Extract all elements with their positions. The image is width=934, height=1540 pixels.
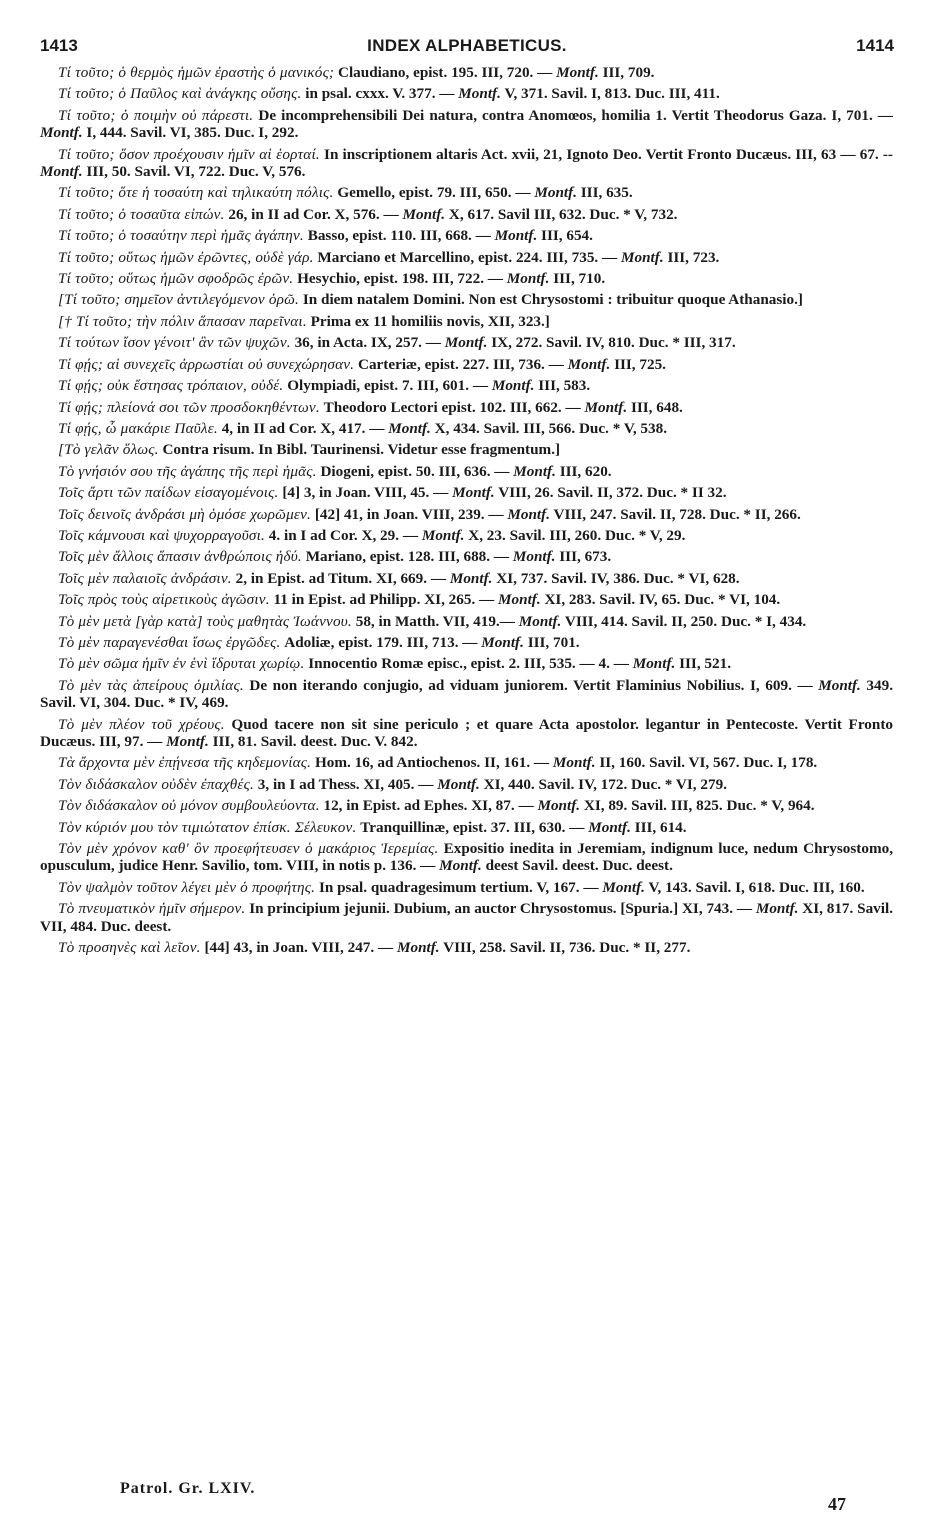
entry-edition-refs: XI, 283. Savil. IV, 65. Duc. * VI, 104. (540, 591, 781, 609)
entry-edition-refs: VIII, 247. Savil. II, 728. Duc. * II, 266. (550, 505, 801, 523)
entry-incipit: Τί φῄς; οὐκ ἔστησας τρόπαιον, οὐδέ. (58, 377, 284, 395)
entry-edition-refs: III, 614. (630, 818, 687, 836)
entry-incipit: Τὸν μὲν χρόνον καθ' ὃν προεφήτευσεν ὁ μακάριος Ἱερεμίας. (58, 840, 439, 858)
entry-reference: Innocentio Romæ episc., epist. 2. III, 535. — 4. — (304, 655, 633, 673)
index-entry (40, 506, 893, 523)
entry-edition-label: Montf. (632, 655, 676, 673)
entry-incipit: Τὸν διδάσκαλον οὐδὲν ἐπαχθές. (58, 775, 254, 793)
running-header (40, 36, 894, 60)
index-entry (40, 655, 893, 672)
entry-incipit: [Τὸ γελᾶν ὅλως. (58, 441, 159, 459)
index-entry (40, 776, 893, 793)
entry-edition-label: Montf. (494, 227, 538, 245)
entry-reference: [42] 41, in Joan. VIII, 239. — (311, 505, 508, 523)
entry-edition-label: Montf. (552, 754, 596, 772)
entry-edition-refs: V, 143. Savil. I, 618. Duc. III, 160. (644, 878, 865, 896)
index-entry (40, 484, 893, 501)
entry-edition-refs: III, 81. Savil. deest. Duc. V. 842. (208, 733, 418, 750)
entry-reference: 2, in Epist. ad Titum. XI, 669. — (231, 569, 450, 587)
index-entry (40, 146, 893, 181)
entry-incipit: Τί τοῦτο; ὁ τοσαύτην περὶ ἡμᾶς ἀγάπην. (58, 227, 304, 245)
entry-edition-refs: IX, 272. Savil. IV, 810. Duc. * III, 317. (487, 334, 736, 352)
entry-reference: Basso, epist. 110. III, 668. — (303, 227, 495, 245)
entry-reference: Gemello, epist. 79. III, 650. — (333, 184, 535, 202)
entry-edition-refs: III, 725. (610, 355, 666, 373)
entry-edition-label: Montf. (621, 248, 664, 266)
index-entry (40, 527, 893, 544)
entry-incipit: Τί τούτων ἴσον γένοιτ' ἂν τῶν ψυχῶν. (58, 334, 291, 352)
entry-reference: 4, in II ad Cor. X, 417. — (217, 419, 389, 437)
volume-signature: Patrol. Gr. LXIV. (120, 1480, 256, 1497)
entry-edition-refs: III, 701. (523, 633, 580, 651)
entry-edition-refs: III, 521. (675, 655, 732, 673)
entry-edition-refs: X, 617. Savil III, 632. Duc. * V, 732. (445, 205, 678, 223)
entry-reference: 58, in Matth. VII, 419.— (351, 612, 519, 630)
entry-edition-label: Montf. (513, 462, 556, 480)
entry-edition-refs: VIII, 26. Savil. II, 372. Duc. * II 32. (494, 484, 727, 502)
entry-edition-label: Montf. (512, 548, 556, 566)
entry-reference: 3, in I ad Thess. XI, 405. — (253, 775, 438, 793)
entry-edition-refs: VIII, 258. Savil. II, 736. Duc. * II, 277. (439, 939, 691, 957)
index-entry (40, 840, 893, 875)
entry-reference: 36, in Acta. IX, 257. — (290, 334, 445, 352)
entry-edition-label: Montf. (40, 124, 83, 142)
entry-incipit: [Τί τοῦτο; σημεῖον ἀντιλεγόμενον ὁρῶ. (58, 291, 300, 309)
entry-edition-label: Montf. (444, 334, 488, 352)
entry-incipit: Τί φῄς; αἱ συνεχεῖς ἀρρωστίαι οὐ συνεχώρησαν. (58, 355, 355, 373)
entry-incipit: Τί τοῦτο; ὅτε ἡ τοσαύτη καὶ τηλικαύτη πόλις. (58, 184, 334, 202)
entry-edition-label: Montf. (421, 526, 465, 544)
index-entry (40, 313, 893, 330)
entry-edition-refs: III, 620. (555, 462, 612, 480)
entry-edition-label: Montf. (402, 205, 446, 223)
entry-incipit: Τοῖς μὲν παλαιοῖς ἀνδράσιν. (58, 569, 232, 587)
entry-edition-label: Montf. (439, 857, 482, 875)
entry-reference: De non iterando conjugio, ad viduam juniorem. Vertit Flaminius Nobilius. I, 609. — (243, 676, 819, 694)
index-entry (40, 797, 893, 814)
entry-edition-refs: III, 648. (627, 398, 683, 416)
entry-reference: Mariano, epist. 128. III, 688. — (301, 548, 513, 566)
index-entry (40, 334, 893, 351)
entry-incipit: Τὸν διδάσκαλον οὐ μόνον συμβουλεύοντα. (58, 797, 320, 815)
entry-incipit: Τὸ μὲν τὰς ἀπείρους ὁμιλίας. (58, 676, 244, 694)
entry-incipit: Τί τοῦτο; ὁ Παῦλος καὶ ἀνάγκης οὔσης. (58, 85, 302, 103)
entry-edition-refs: I, 444. Savil. VI, 385. Duc. I, 292. (82, 124, 299, 142)
index-entry (40, 227, 893, 244)
entry-reference: In psal. quadragesimum tertium. V, 167. — (315, 878, 603, 896)
entry-edition-refs: III, 710. (549, 270, 606, 288)
entry-incipit: Τοῖς ἄρτι τῶν παίδων εἰσαγομένοις. (58, 484, 279, 502)
entry-incipit: Τὸ μὲν σῶμα ἡμῖν ἐν ἑνὶ ἵδρυται χωρίῳ. (58, 655, 305, 673)
entry-incipit: Τὸ μὲν μετὰ [γὰρ κατὰ] τοὺς μαθητὰς Ἰωάννου. (58, 612, 352, 630)
entry-edition-label: Montf. (537, 797, 581, 815)
entry-edition-label: Montf. (166, 733, 209, 750)
entry-reference: Prima ex 11 homiliis novis, XII, 323.] (306, 312, 550, 330)
entry-incipit: [† Τί τοῦτο; τὴν πόλιν ἅπασαν παρεῖναι. (58, 312, 307, 330)
entry-edition-refs: deest Savil. deest. Duc. deest. (481, 857, 673, 875)
entry-edition-label: Montf. (388, 419, 431, 437)
entry-reference: 11 in Epist. ad Philipp. XI, 265. — (269, 591, 499, 609)
entry-edition-refs: V, 371. Savil. I, 813. Duc. III, 411. (500, 85, 720, 103)
entry-incipit: Τὸν κύριόν μου τὸν τιμιώτατον ἐπίσκ. Σέλευκον. (58, 818, 357, 836)
index-entry (40, 107, 893, 142)
entry-edition-label: Montf. (437, 775, 480, 793)
entry-reference: Expositio inedita in Jeremiam, indignum luce, nedum Chrysostomo, opusculum, judice Henr. Savilio, tom. VIII, in notis p. 136. — (40, 840, 893, 875)
entry-incipit: Τί τοῦτο; οὕτως ἡμῶν ἐρῶντες, οὐδὲ γάρ. (58, 248, 314, 266)
entry-incipit: Τί τοῦτο; ὁ τοσαῦτα εἰπών. (58, 205, 225, 223)
entry-edition-label: Montf. (755, 900, 799, 918)
entry-edition-refs: III, 673. (555, 548, 612, 566)
entry-edition-label: Montf. (40, 163, 83, 181)
entry-edition-refs: 349. Savil. VI, 304. Duc. * IV, 469. (40, 676, 893, 712)
index-entry (40, 441, 893, 458)
entry-reference: Theodoro Lectori epist. 102. III, 662. — (319, 398, 585, 416)
entry-incipit: Τὸ μὲν παραγενέσθαι ἴσως ἐργῶδες. (58, 633, 281, 651)
entry-incipit: Τί φῄς; πλείονά σοι τῶν προσδοκηθέντων. (58, 398, 320, 416)
index-entry (40, 900, 893, 935)
entry-edition-refs: XI, 737. Savil. IV, 386. Duc. * VI, 628. (492, 569, 740, 587)
entry-edition-label: Montf. (452, 484, 495, 502)
entry-edition-label: Montf. (507, 505, 551, 523)
entry-reference: Hesychio, epist. 198. III, 722. — (293, 270, 507, 288)
entry-incipit: Τί τοῦτο; οὕτως ἡμῶν σφοδρῶς ἐρῶν. (58, 270, 294, 288)
entry-incipit: Τὸ μὲν πλέον τοῦ χρέους. (58, 715, 225, 733)
entry-reference: 12, in Epist. ad Ephes. XI, 87. — (319, 797, 538, 815)
index-entry (40, 64, 893, 81)
index-entry (40, 677, 893, 712)
entry-incipit: Τοῖς κάμνουσι καὶ ψυχορραγοῦσι. (58, 526, 265, 544)
index-entry (40, 463, 893, 480)
entry-incipit: Τοῖς δεινοῖς ἀνδράσι μὴ ὁμόσε χωρῶμεν. (58, 505, 312, 523)
entry-incipit: Τὰ ἄρχοντα μὲν ἐπῄνεσα τῆς κηδεμονίας. (58, 754, 312, 772)
index-entry (40, 85, 893, 102)
left-page-number: 1413 (40, 36, 78, 55)
index-entry (40, 399, 893, 416)
entry-reference: In principium jejunii. Dubium, an auctor Chrysostomus. [Spuria.] XI, 743. — (245, 900, 756, 918)
entry-edition-refs: II, 160. Savil. VI, 567. Duc. I, 178. (595, 754, 818, 772)
entry-reference: Carteriæ, epist. 227. III, 736. — (354, 355, 568, 373)
entry-reference: Quod tacere non sit sine periculo ; et quare Acta apostolor. legantur in Pentecoste. Vertit Fronto Ducæus. III, 97. — (40, 715, 893, 750)
entry-reference: Tranquillinæ, epist. 37. III, 630. — (356, 818, 589, 836)
index-entry (40, 613, 893, 630)
entry-reference: Diogeni, epist. 50. III, 636. — (316, 462, 514, 480)
entry-reference: De incomprehensibili Dei natura, contra Anomœos, homilia 1. Vertit Theodorus Gaza. I, 701. — (253, 106, 893, 124)
index-entry (40, 356, 893, 373)
entry-edition-label: Montf. (534, 184, 577, 202)
entry-reference: Olympiadi, epist. 7. III, 601. — (283, 377, 492, 395)
index-entry (40, 249, 893, 266)
entry-edition-label: Montf. (481, 633, 524, 651)
index-entry (40, 939, 893, 956)
entry-edition-refs: III, 709. (598, 64, 655, 81)
entry-edition-label: Montf. (584, 398, 628, 416)
entry-reference: Adoliæ, epist. 179. III, 713. — (280, 633, 482, 651)
entry-edition-label: Montf. (458, 85, 501, 103)
entry-incipit: Τὸ γνήσιόν σου τῆς ἀγάπης τῆς περὶ ἡμᾶς. (58, 462, 317, 480)
entry-incipit: Τὸν ψαλμὸν τοῦτον λέγει μὲν ὁ προφήτης. (58, 878, 316, 896)
index-entry (40, 184, 893, 201)
index-entry (40, 591, 893, 608)
entry-reference: [44] 43, in Joan. VIII, 247. — (200, 939, 397, 957)
entry-edition-label: Montf. (818, 676, 861, 694)
index-entry (40, 270, 893, 287)
entry-edition-refs: III, 654. (537, 227, 593, 245)
entry-edition-refs: III, 723. (663, 248, 720, 266)
entry-reference: In diem natalem Domini. Non est Chrysostomi : tribuitur quoque Athanasio.] (299, 291, 803, 309)
index-entry (40, 879, 893, 896)
entry-edition-refs: XI, 817. Savil. VII, 484. Duc. deest. (40, 900, 894, 935)
entry-edition-label: Montf. (506, 270, 550, 288)
entry-edition-label: Montf. (491, 377, 535, 395)
entry-edition-refs: III, 50. Savil. VI, 722. Duc. V, 576. (82, 163, 306, 181)
index-entry (40, 291, 893, 308)
entry-incipit: Τοῖς πρὸς τοὺς αἱρετικοὺς ἀγῶσιν. (58, 591, 270, 609)
entry-reference: [4] 3, in Joan. VIII, 45. — (278, 484, 453, 502)
entry-edition-refs: X, 23. Savil. III, 260. Duc. * V, 29. (464, 526, 686, 544)
entry-incipit: Τί τοῦτο; ὁ θερμὸς ἡμῶν ἐραστὴς ὁ μανικός; (58, 64, 335, 81)
entry-reference: Contra risum. In Bibl. Taurinensi. Videtur esse fragmentum.] (158, 441, 561, 459)
entry-edition-label: Montf. (518, 612, 562, 630)
index-entry (40, 570, 893, 587)
entry-edition-refs: VIII, 414. Savil. II, 250. Duc. * I, 434. (561, 612, 807, 630)
entry-reference: 4. in I ad Cor. X, 29. — (264, 526, 422, 544)
entry-edition-refs: XI, 440. Savil. IV, 172. Duc. * VI, 279. (479, 775, 727, 793)
index-entry (40, 819, 893, 836)
entry-incipit: Τί τοῦτο; ὁ ποιμὴν οὐ πάρεστι. (58, 106, 254, 124)
entry-edition-label: Montf. (396, 939, 440, 957)
page-title: INDEX ALPHABETICUS. (367, 36, 567, 55)
entry-incipit: Τί φῄς, ὦ μακάριε Παῦλε. (58, 419, 218, 437)
entry-reference: in psal. cxxx. V. 377. — (301, 85, 459, 103)
index-entry (40, 716, 893, 751)
entry-reference: 26, in II ad Cor. X, 576. — (224, 205, 403, 223)
entry-edition-label: Montf. (567, 355, 611, 373)
entry-reference: In inscriptionem altaris Act. xvii, 21, Ignoto Deo. Vertit Fronto Ducæus. III, 63 — 67. -- (319, 145, 893, 163)
index-entry (40, 634, 893, 651)
entry-reference: Marciano et Marcellino, epist. 224. III, 735. — (313, 248, 622, 266)
entry-reference: Hom. 16, ad Antiochenos. II, 161. — (311, 754, 553, 772)
entry-incipit: Τὸ προσηνὲς καὶ λεῖον. (58, 939, 201, 957)
page-footer (120, 1480, 874, 1524)
entry-edition-refs: III, 635. (576, 184, 633, 202)
entry-edition-label: Montf. (449, 569, 493, 587)
right-page-number: 1414 (856, 36, 894, 55)
index-entry (40, 420, 893, 437)
entry-edition-refs: III, 583. (534, 377, 591, 395)
index-entries (40, 64, 893, 960)
entry-reference: Claudiano, epist. 195. III, 720. — (334, 64, 557, 81)
entry-edition-refs: X, 434. Savil. III, 566. Duc. * V, 538. (430, 419, 668, 437)
entry-edition-label: Montf. (498, 591, 541, 609)
entry-edition-refs: XI, 89. Savil. III, 825. Duc. * V, 964. (580, 797, 815, 815)
index-entry (40, 206, 893, 223)
entry-edition-label: Montf. (556, 64, 599, 81)
entry-edition-label: Montf. (602, 878, 645, 896)
entry-incipit: Τοῖς μὲν ἄλλοις ἅπασιν ἀνθρώποις ἡδύ. (58, 548, 302, 566)
entry-incipit: Τί τοῦτο; ὅσον προέχουσιν ἡμῖν αἱ ἑορταί. (58, 145, 320, 163)
index-entry (40, 548, 893, 565)
index-entry (40, 754, 893, 771)
entry-incipit: Τὸ πνευματικὸν ἡμῖν σήμερον. (58, 900, 246, 918)
index-entry (40, 377, 893, 394)
entry-edition-label: Montf. (588, 818, 631, 836)
signature-number: 47 (828, 1494, 846, 1514)
